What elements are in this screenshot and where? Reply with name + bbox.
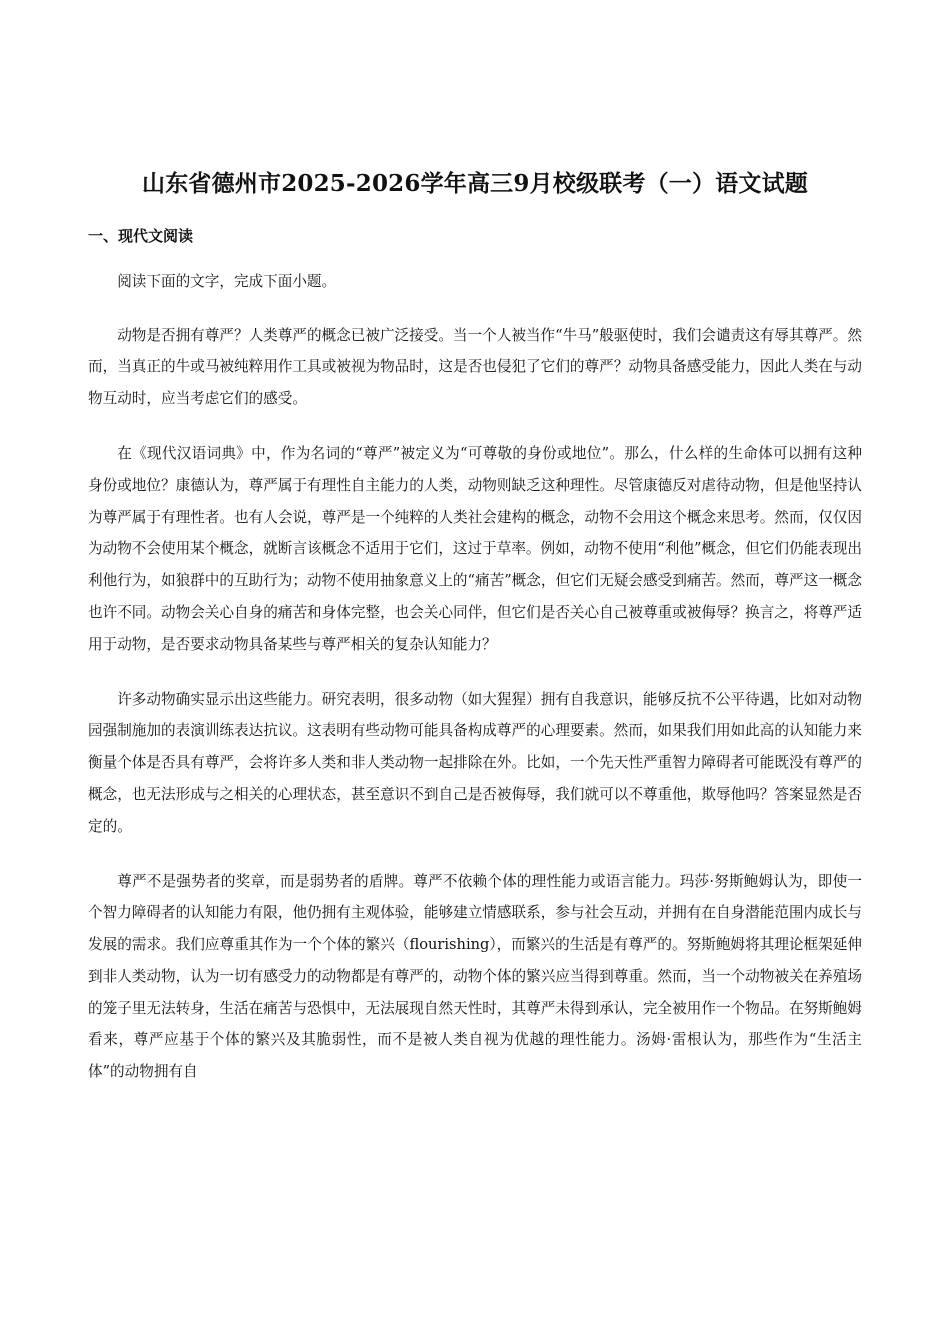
paragraph: 动物是否拥有尊严？人类尊严的概念已被广泛接受。当一个人被当作“牛马”般驱使时，我们会谴责这有辱其尊严。然而，当真正的牛或马被纯粹用作工具或被视为物品时，这是否也侵犯了它们的尊严？动物具备感受能力，因此人类在与动物互动时，应当考虑它们的感受。 — [88, 326, 862, 408]
paragraph: 尊严不是强势者的奖章，而是弱势者的盾牌。尊严不依赖个体的理性能力或语言能力。玛莎·努斯鲍姆认为，即使一个智力障碍者的认知能力有限，他仍拥有主观体验，能够建立情感联系，参与社会互动，并拥有在自身潜能范围内成长与发展的需求。我们应尊重其作为一个个体的繁兴（flourishing），而繁兴的生活是有尊严的。努斯鲍姆将其理论框架延伸到非人类动物，认为一切有感受力的动物都是有尊严的，动物个体的繁兴应当得到尊重。然而，当一个动物被关在养殖场的笼子里无法转身，生活在痛苦与恐惧中，无法展现自然天性时，其尊严未得到承认，完全被用作一个物品。在努斯鲍姆看来，尊严应基于个体的繁兴及其脆弱性，而不是被人类自视为优越的理性能力。汤姆·雷根认为，那些作为“生活主体”的动物拥有自 — [88, 872, 862, 1080]
instruction-text: 阅读下面的文字，完成下面小题。 — [117, 273, 337, 290]
paragraph: 在《现代汉语词典》中，作为名词的“尊严”被定义为“可尊敬的身份或地位”。那么，什么样的生命体可以拥有这种身份或地位？康德认为，尊严属于有理性自主能力的人类，动物则缺乏这种理性。尽管康德反对虐待动物，但是他坚持认为尊严属于有理性者。也有人会说，尊严是一个纯粹的人类社会建构的概念，动物不会用这个概念来思考。然而，仅仅因为动物不会使用某个概念，就断言该概念不适用于它们，这过于草率。例如，动物不使用“利他”概念，但它们仍能表现出利他行为，如狼群中的互助行为；动物不使用抽象意义上的“痛苦”概念，但它们无疑会感受到痛苦。然而，尊严这一概念也许不同。动物会关心自身的痛苦和身体完整，也会关心同伴，但它们是否关心自己被尊重或被侮辱？换言之，将尊严适用于动物，是否要求动物具备某些与尊严相关的复杂认知能力？ — [88, 445, 862, 653]
reading-passage — [88, 266, 862, 1111]
paragraph: 许多动物确实显示出这些能力。研究表明，很多动物（如大猩猩）拥有自我意识，能够反抗不公平待遇，比如对动物园强制施加的表演训练表达抗议。这表明有些动物可能具备构成尊严的心理要素。然而，如果我们用如此高的认知能力来衡量个体是否具有尊严，会将许多人类和非人类动物一起排除在外。比如，一个先天性严重智力障碍者可能既没有尊严的概念，也无法形成与之相关的心理状态，甚至意识不到自己是否被侮辱，我们就可以不尊重他，欺辱他吗？答案显然是否定的。 — [88, 690, 862, 835]
document-title: 山东省德州市2025-2026学年高三9月校级联考（一）语文试题 — [142, 170, 808, 197]
section-heading: 一、现代文阅读 — [88, 227, 194, 245]
